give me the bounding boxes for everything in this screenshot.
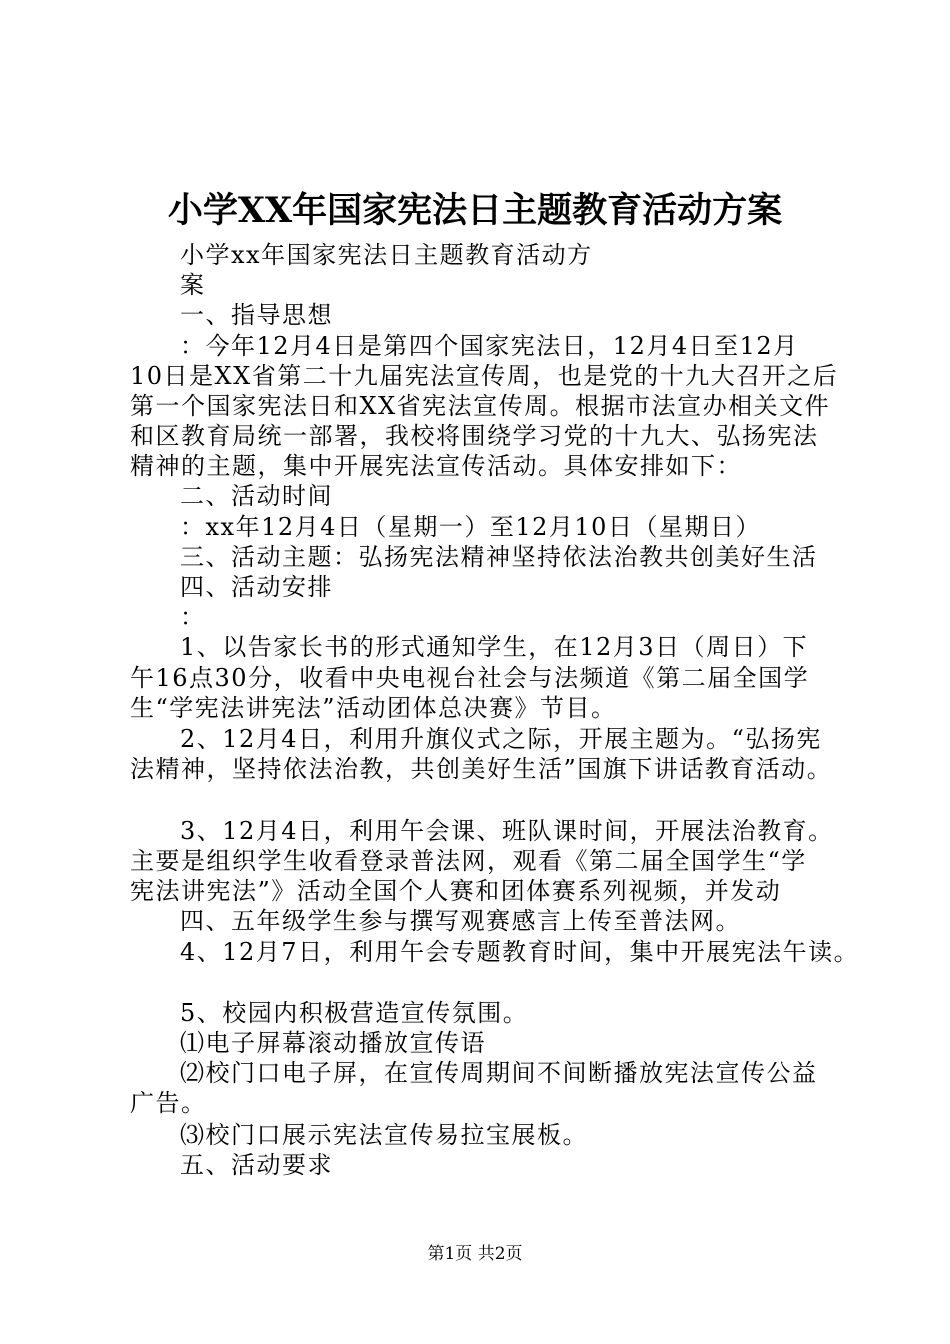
text-line: 午16点30分，收看中央电视台社会与法频道《第二届全国学 [130, 664, 810, 692]
section-heading: 三、活动主题：弘扬宪法精神坚持依法治教共创美好生活 [180, 543, 818, 571]
text-line: 精神的主题，集中开展宪法宣传活动。具体安排如下： [130, 452, 742, 480]
text-line: 10日是XX省第二十九届宪法宣传周，也是党的十九大召开之后 [130, 362, 839, 390]
section-heading: 一、指导思想 [180, 301, 333, 329]
text-line: 和区教育局统一部署，我校将围绕学习党的十九大、弘扬宪法 [130, 422, 819, 450]
text-line: ⑵校门口电子屏，在宣传周期间不间断播放宪法宣传公益 [180, 1059, 818, 1087]
text-line: ⑶校门口展示宪法宣传易拉宝展板。 [180, 1121, 588, 1149]
text-line: 3、12月4日，利用午会课、班队课时间，开展法治教育。 [180, 817, 834, 845]
text-line: ：xx年12月4日（星期一）至12月10日（星期日） [180, 513, 761, 541]
text-line: 案 [180, 271, 206, 299]
section-heading: 四、活动安排 [180, 573, 333, 601]
text-line: ：今年12月4日是第四个国家宪法日，12月4日至12月 [180, 332, 799, 360]
text-line: 四、五年级学生参与撰写观赛感言上传至普法网。 [180, 907, 741, 935]
text-line: 法精神，坚持依法治教，共创美好生活”国旗下讲话教育活动。 [130, 755, 833, 783]
page-number: 第1页 共2页 [427, 1244, 523, 1264]
text-line: 2、12月4日，利用升旗仪式之际，开展主题为。“弘扬宪 [180, 725, 822, 753]
text-line: 宪法讲宪法”》活动全国个人赛和团体赛系列视频，并发动 [130, 877, 782, 905]
section-heading: 五、活动要求 [180, 1151, 333, 1179]
text-line: 生“学宪法讲宪法”活动团体总决赛》节目。 [130, 694, 617, 722]
text-line: 第一个国家宪法日和XX省宪法宣传周。根据市法宣办相关文件 [130, 392, 831, 420]
text-line: ⑴电子屏幕滚动播放宣传语 [180, 1029, 486, 1057]
text-line: 小学xx年国家宪法日主题教育活动方 [180, 241, 593, 269]
text-line: 广告。 [130, 1089, 207, 1117]
text-line: 5、校园内积极营造宣传氛围。 [180, 999, 529, 1027]
text-line: 1、以告家长书的形式通知学生，在12月3日（周日）下 [180, 633, 809, 661]
text-line: ： [180, 603, 206, 631]
text-line: 4、12月7日，利用午会专题教育时间，集中开展宪法午读。 [180, 938, 860, 966]
text-line: 主要是组织学生收看登录普法网，观看《第二届全国学生“学 [130, 847, 807, 875]
section-heading: 二、活动时间 [180, 482, 333, 510]
document-title: 小学XX年国家宪法日主题教育活动方案 [167, 190, 783, 231]
